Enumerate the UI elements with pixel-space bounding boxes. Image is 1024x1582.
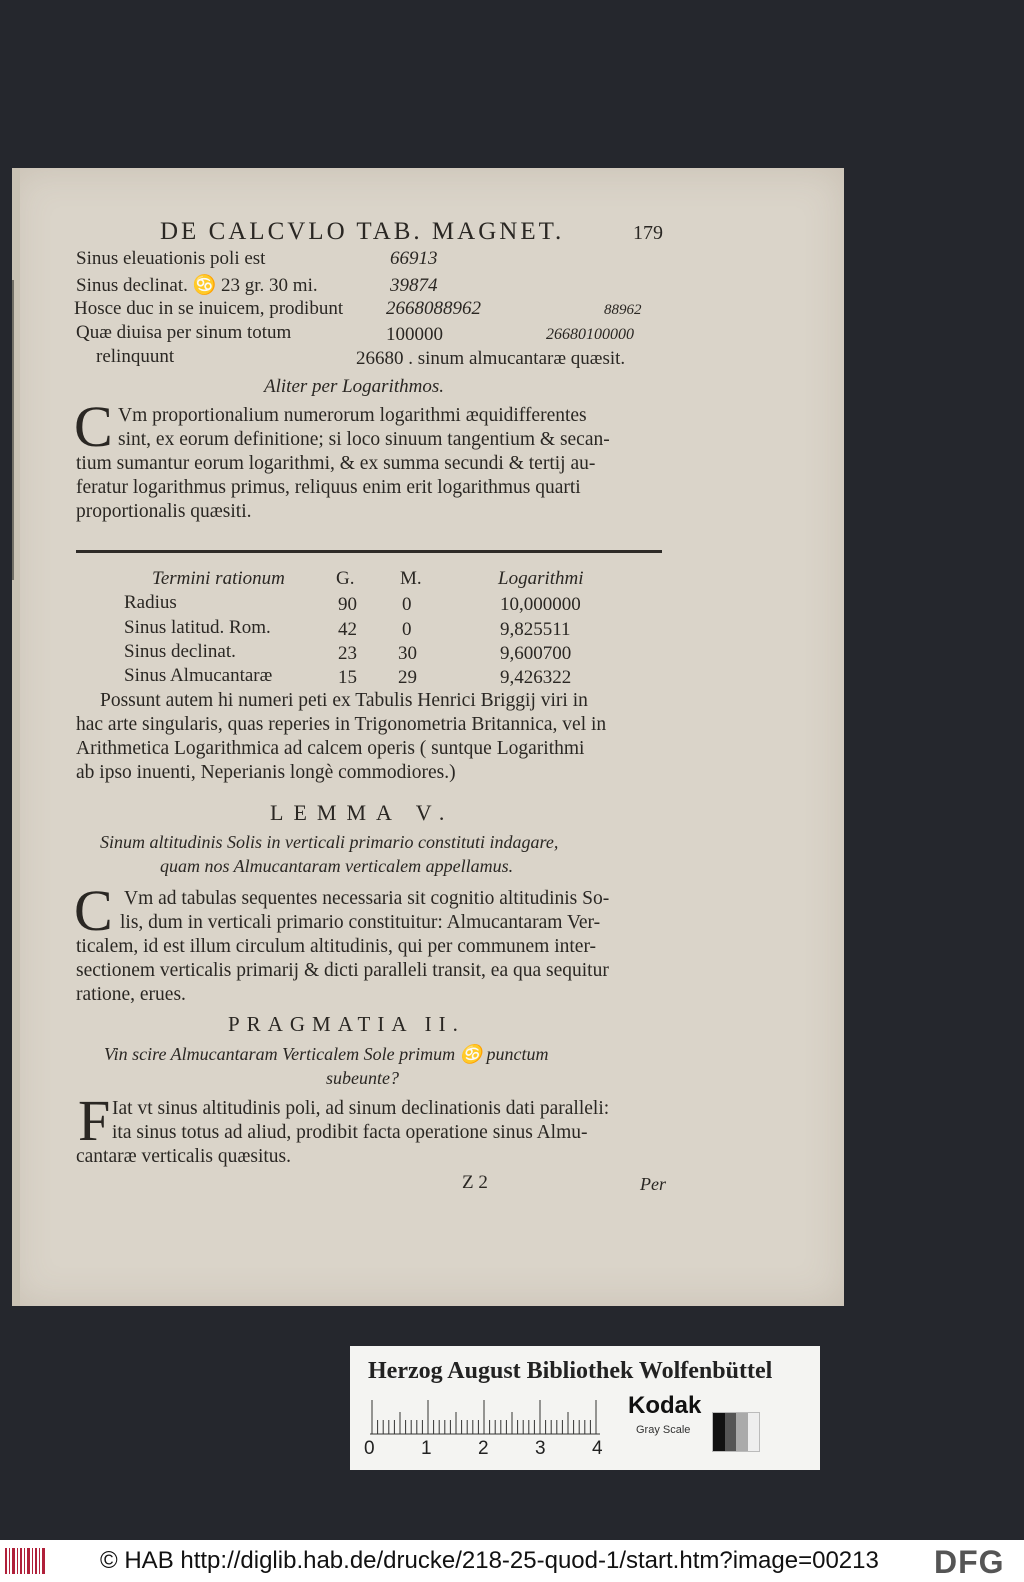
table-cell: 42	[338, 619, 357, 640]
table-cell: 0	[402, 594, 412, 615]
calc-row-value: 66913	[390, 248, 438, 269]
calc-row-label: Sinus declinat. ♋ 23 gr. 30 mi.	[76, 275, 318, 296]
calc-row-label: relinquunt	[96, 346, 175, 367]
running-header: DE CALCVLO TAB. MAGNET.	[160, 218, 565, 245]
calc-row-value: 26680 . sinum almucantaræ quæsit.	[356, 348, 626, 369]
ruler-number: 0	[364, 1438, 375, 1459]
table-header: Logarithmi	[498, 568, 584, 589]
table-cell: 23	[338, 643, 357, 664]
catchword: Per	[640, 1174, 666, 1194]
gray-scale-swatches	[712, 1412, 760, 1452]
paragraph-line: sint, ex eorum definitione; si loco sinuum tangentium & secan-	[118, 429, 610, 450]
table-cell: Radius	[124, 592, 177, 613]
kodak-logo: Kodak	[628, 1392, 702, 1419]
section-heading: Aliter per Logarithmos.	[264, 376, 444, 397]
table-cell: Sinus Almucantaræ	[124, 665, 273, 686]
lemma-statement-line: quam nos Almucantaram verticalem appellamus.	[160, 856, 514, 876]
barcode-icon	[4, 1546, 48, 1576]
drop-cap: C	[74, 878, 113, 943]
table-cell: 9,825511	[500, 619, 571, 640]
table-cell: 9,426322	[500, 667, 572, 688]
calc-row-value: 100000	[386, 324, 443, 345]
paragraph-line: Iat vt sinus altitudinis poli, ad sinum declinationis dati paralleli:	[112, 1098, 610, 1119]
calc-row-extra: 26680100000	[546, 326, 634, 343]
table-cell: 10,000000	[500, 594, 581, 615]
dfg-logo: DFG	[934, 1544, 1005, 1580]
paragraph-line: ticalem, id est illum circulum altitudinis, qui per communem inter-	[76, 936, 597, 957]
calc-row-extra: 88962	[604, 302, 642, 318]
margin-rule	[12, 280, 14, 580]
paragraph-line: Possunt autem hi numeri peti ex Tabulis Henrici Briggij viri in	[100, 690, 588, 711]
table-cell: 0	[402, 619, 412, 640]
drop-cap: C	[74, 394, 113, 459]
table-cell: 90	[338, 594, 357, 615]
page-number: 179	[633, 222, 663, 244]
paragraph-line: Arithmetica Logarithmica ad calcem operis ( suntque Logarithmi	[76, 738, 585, 759]
paragraph-line: proportionalis quæsiti.	[76, 501, 252, 522]
paragraph-line: ab ipso inuenti, Neperianis longè commodiores.)	[76, 762, 456, 783]
table-header: Termini rationum	[152, 568, 285, 589]
horizontal-rule	[76, 550, 662, 553]
table-cell: 30	[398, 643, 417, 664]
table-cell: 9,600700	[500, 643, 572, 664]
table-header: M.	[400, 568, 422, 589]
calc-row-label: Hosce duc in se inuicem, prodibunt	[74, 298, 344, 319]
ruler-number: 1	[421, 1438, 432, 1459]
lemma-title: LEMMA V.	[270, 800, 455, 825]
ruler-number: 3	[535, 1438, 546, 1459]
paragraph-line: sectionem verticalis primarij & dicti paralleli transit, ea qua sequitur	[76, 960, 609, 981]
pragmatia-question-line: subeunte?	[326, 1068, 399, 1088]
calc-row-value: 39874	[390, 275, 438, 296]
paragraph-line: feratur logarithmus primus, reliquus enim erit logarithmus quarti	[76, 477, 581, 498]
paragraph-line: ita sinus totus ad aliud, prodibit facta operatione sinus Almu-	[112, 1122, 588, 1143]
paragraph-line: lis, dum in verticali primario constituitur: Almucantaram Ver-	[120, 912, 601, 933]
paragraph-line: Vm proportionalium numerorum logarithmi æquidifferentes	[118, 405, 587, 426]
paragraph-line: Vm ad tabulas sequentes necessaria sit cognitio altitudinis So-	[124, 888, 610, 909]
calc-row-value: 2668088962	[386, 298, 481, 319]
ruler-number: 2	[478, 1438, 489, 1459]
table-cell: 15	[338, 667, 357, 688]
gray-scale-label: Gray Scale	[636, 1424, 691, 1436]
table-cell: 29	[398, 667, 417, 688]
pragmatia-question-line: Vin scire Almucantaram Verticalem Sole primum ♋ punctum	[104, 1044, 549, 1064]
calc-row-label: Sinus eleuationis poli est	[76, 248, 266, 269]
table-cell: Sinus latitud. Rom.	[124, 617, 271, 638]
pragmatia-title: PRAGMATIA II.	[228, 1012, 465, 1036]
paragraph-line: hac arte singularis, quas reperies in Trigonometria Britannica, vel in	[76, 714, 607, 735]
ruler-number: 4	[592, 1438, 603, 1459]
paragraph-line: tium sumantur eorum logarithmi, & ex summa secundi & tertij au-	[76, 453, 596, 474]
library-name: Herzog August Bibliothek Wolfenbüttel	[368, 1358, 773, 1384]
calc-row-label: Quæ diuisa per sinum totum	[76, 322, 292, 343]
paragraph-line: ratione, erues.	[76, 984, 186, 1005]
measurement-ruler	[370, 1400, 600, 1436]
signature-mark: Z 2	[462, 1172, 488, 1193]
table-header: G.	[336, 568, 355, 589]
footer-url[interactable]: © HAB http://diglib.hab.de/drucke/218-25-quod-1/start.htm?image=00213	[100, 1547, 879, 1574]
paragraph-line: cantaræ verticalis quæsitus.	[76, 1146, 291, 1167]
drop-cap: F	[78, 1088, 111, 1153]
table-cell: Sinus declinat.	[124, 641, 236, 662]
lemma-statement-line: Sinum altitudinis Solis in verticali primario constituti indagare,	[100, 832, 559, 852]
